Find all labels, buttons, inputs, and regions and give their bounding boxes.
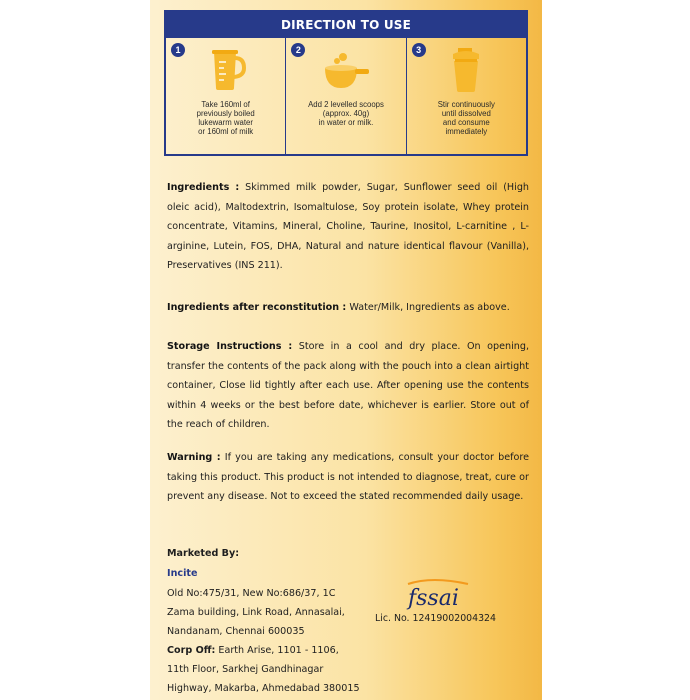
svg-text:fssai: fssai xyxy=(408,586,459,611)
direction-to-use-box xyxy=(164,10,528,156)
storage-label: Storage Instructions : xyxy=(167,341,293,352)
marketed-by-label: Marketed By: xyxy=(167,548,240,559)
direction-step-2 xyxy=(286,38,406,154)
reconstitution-label: Ingredients after reconstitution : xyxy=(167,302,347,313)
direction-steps xyxy=(166,38,526,154)
reconstitution-text: Water/Milk, Ingredients as above. xyxy=(349,302,510,313)
address-line: Nandanam, Chennai 600035 xyxy=(167,626,305,637)
shaker-cup-icon xyxy=(444,46,488,94)
marketer-name: Incite xyxy=(167,568,198,579)
address-line: Zama building, Link Road, Annasalai, xyxy=(167,607,345,618)
ingredients-text: Skimmed milk powder, Sugar, Sunflower seed oil (High oleic acid), Maltodextrin, Isomaltulose, Soy protein isolate, Whey protein concentrate, Vitamins, Mineral, Choline, Taurine, Inositol, L-carnitine , L-arginine, Lutein, FOS, DHA, Natural and nature identical flavour (Vanilla), Preservatives (INS 211). xyxy=(167,182,529,271)
warning-label: Warning : xyxy=(167,452,221,463)
direction-title: DIRECTION TO USE xyxy=(166,12,526,38)
step-instruction: Stir continuously until dissolved and consume immediately xyxy=(437,100,495,136)
step-instruction: Add 2 levelled scoops (approx. 40g) in water or milk. xyxy=(308,100,384,127)
corp-address-line: Highway, Makarba, Ahmedabad 380015 xyxy=(167,683,360,694)
ingredients-label: Ingredients : xyxy=(167,182,240,193)
corp-office-label: Corp Off: xyxy=(167,645,216,656)
storage-text: Store in a cool and dry place. On opening, transfer the contents of the pack along with the pouch into a clean airtight container, Close lid tightly after each use. After opening use the contents within 4 weeks or the best before date, whichever is earlier. Store out of the reach of children. xyxy=(167,341,530,430)
fssai-license-number: Lic. No. 12419002004324 xyxy=(375,613,496,624)
fssai-logo xyxy=(402,578,478,612)
product-label-panel xyxy=(150,0,542,700)
direction-step-3 xyxy=(407,38,526,154)
storage-paragraph xyxy=(167,337,529,435)
corp-address-line: 11th Floor, Sarkhej Gandhinagar xyxy=(167,664,324,675)
reconstitution-paragraph xyxy=(167,298,529,318)
measuring-scoop-icon xyxy=(321,46,371,92)
measuring-jug-icon xyxy=(204,46,248,92)
direction-step-1 xyxy=(166,38,286,154)
address-line: Old No:475/31, New No:686/37, 1C xyxy=(167,588,336,599)
step-number-badge: 1 xyxy=(171,43,185,57)
ingredients-paragraph xyxy=(167,178,529,276)
step-number-badge: 3 xyxy=(412,43,426,57)
warning-text: If you are taking any medications, consult your doctor before taking this product. This product is not intended to diagnose, treat, cure or prevent any disease. Not to exceed the stated recommended daily usage. xyxy=(167,452,529,502)
warning-paragraph xyxy=(167,448,529,507)
step-instruction: Take 160ml of previously boiled lukewarm water or 160ml of milk xyxy=(196,100,255,136)
corp-office-line: Corp Off: Earth Arise, 1101 - 1106, xyxy=(167,645,339,656)
step-number-badge: 2 xyxy=(291,43,305,57)
